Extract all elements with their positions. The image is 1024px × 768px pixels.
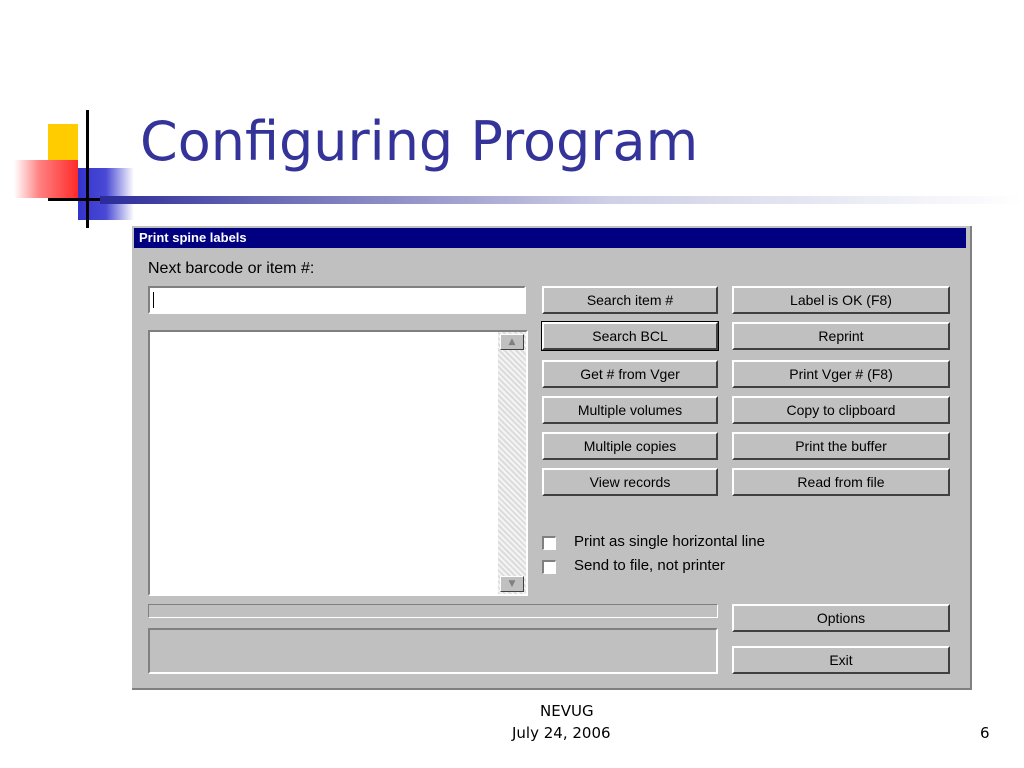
multiple-copies-button[interactable]: Multiple copies	[542, 432, 718, 460]
yellow-square-decoration	[48, 124, 78, 164]
window-title: Print spine labels	[139, 230, 247, 245]
scroll-down-icon[interactable]: ▼	[500, 576, 524, 592]
barcode-prompt-label: Next barcode or item #:	[148, 260, 315, 277]
view-records-button[interactable]: View records	[542, 468, 718, 496]
get-from-vger-button[interactable]: Get # from Vger	[542, 360, 718, 388]
copy-to-clipboard-button[interactable]: Copy to clipboard	[732, 396, 950, 424]
send-to-file-checkbox[interactable]	[542, 560, 556, 574]
page-number: 6	[980, 724, 990, 742]
vertical-scrollbar[interactable]	[498, 332, 526, 594]
reprint-button[interactable]: Reprint	[732, 322, 950, 350]
search-item-button[interactable]: Search item #	[542, 286, 718, 314]
print-vger-button[interactable]: Print Vger # (F8)	[732, 360, 950, 388]
print-spine-labels-window	[132, 226, 972, 690]
red-square-decoration	[14, 160, 78, 198]
slide-title: Configuring Program	[140, 110, 699, 173]
exit-button[interactable]: Exit	[732, 646, 950, 674]
text-caret	[153, 292, 154, 308]
print-buffer-button[interactable]: Print the buffer	[732, 432, 950, 460]
send-to-file-label[interactable]: Send to file, not printer	[574, 557, 725, 574]
multiple-volumes-button[interactable]: Multiple volumes	[542, 396, 718, 424]
title-underline	[100, 196, 1024, 204]
search-bcl-button[interactable]: Search BCL	[542, 322, 718, 350]
footer-date: July 24, 2006	[512, 724, 611, 742]
barcode-input[interactable]	[148, 286, 526, 314]
read-from-file-button[interactable]: Read from file	[732, 468, 950, 496]
item-listbox[interactable]	[148, 330, 528, 596]
window-titlebar[interactable]	[134, 228, 966, 248]
slide-decoration	[0, 0, 140, 240]
progress-bar	[148, 604, 718, 618]
vertical-line-decoration	[86, 110, 89, 228]
options-button[interactable]: Options	[732, 604, 950, 632]
label-is-ok-button[interactable]: Label is OK (F8)	[732, 286, 950, 314]
scroll-up-icon[interactable]: ▲	[500, 334, 524, 350]
single-line-label[interactable]: Print as single horizontal line	[574, 533, 765, 550]
status-panel	[148, 628, 718, 674]
single-line-checkbox[interactable]	[542, 536, 556, 550]
footer-org: NEVUG	[540, 702, 594, 720]
